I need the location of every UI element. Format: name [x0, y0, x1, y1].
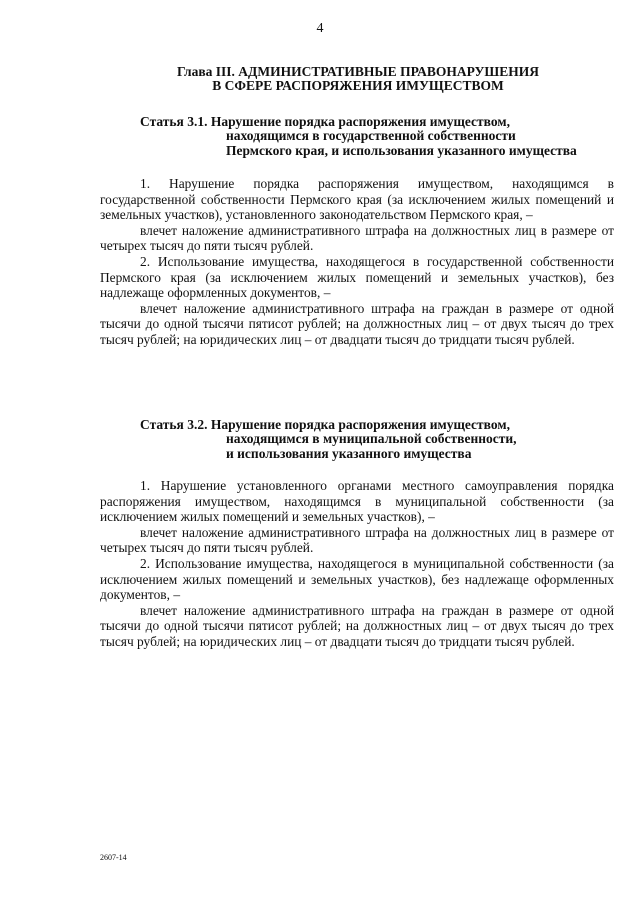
article-3-2-title-line2: находящимся в муниципальной собственности, [226, 431, 517, 447]
chapter-title [100, 65, 616, 93]
article-3-2-paragraph: 2. Использование имущества, находящегося в муниципальной собственности (за исключением жилых помещений и земельных участков), без надлежаще оформленных документов, – [100, 555, 614, 603]
article-3-1-title-line3: Пермского края, и использования указанного имущества [226, 142, 577, 158]
article-3-2-title [140, 418, 620, 461]
article-3-2-paragraph: влечет наложение административного штрафа на должностных лиц в размере от четырех тысяч до пяти тысяч рублей. [100, 524, 614, 556]
article-3-2-title-line3: и использования указанного имущества [226, 445, 472, 461]
document-code: 2607-14 [100, 853, 127, 862]
article-3-1-paragraph: 1. Нарушение порядка распоряжения имуществом, находящимся в государственной собственности Пермского края (за исключением жилых помещений и земельных участков), установленного законодательством Пермского края, – [100, 176, 614, 223]
article-3-1-paragraph: влечет наложение административного штрафа на должностных лиц в размере от четырех тысяч до пяти тысяч рублей. [100, 222, 614, 254]
article-3-2-title-line1: Статья 3.2. Нарушение порядка распоряжения имуществом, [140, 417, 510, 432]
chapter-title-line1: Глава III. АДМИНИСТРАТИВНЫЕ ПРАВОНАРУШЕНИЯ [176, 64, 539, 79]
chapter-title-line2: В СФЕРЕ РАСПОРЯЖЕНИЯ ИМУЩЕСТВОМ [212, 78, 504, 93]
article-3-2-body [100, 478, 614, 650]
article-3-1-paragraph: влечет наложение административного штрафа на граждан в размере от одной тысячи до одной тысячи пятисот рублей; на должностных лиц – от двух тысяч до трех тысяч рублей; на юридических лиц – от двадцати тысяч до тридцати тысяч рублей. [100, 300, 614, 347]
article-3-2-paragraph: влечет наложение административного штрафа на граждан в размере от одной тысячи до одной тысячи пятисот рублей; на должностных лиц – от двух тысяч до трех тысяч рублей; на юридических лиц – от двадцати тысяч до тридцати тысяч рублей. [100, 602, 614, 649]
article-3-1-paragraph: 2. Использование имущества, находящегося в государственной собственности Пермского края (за исключением жилых помещений и земельных участков), без надлежаще оформленных документов, – [100, 253, 614, 301]
page-number: 4 [316, 21, 324, 36]
article-3-1-title-line2: находящимся в государственной собственности [226, 128, 516, 144]
article-3-1-title-line1: Статья 3.1. Нарушение порядка распоряжения имуществом, [140, 114, 510, 129]
article-3-1-body [100, 176, 614, 348]
article-3-1-title [140, 115, 620, 158]
article-3-2-paragraph: 1. Нарушение установленного органами местного самоуправления порядка распоряжения имуществом, находящимся в муниципальной собственности (за исключением жилых помещений и земельных участков), – [100, 478, 614, 525]
